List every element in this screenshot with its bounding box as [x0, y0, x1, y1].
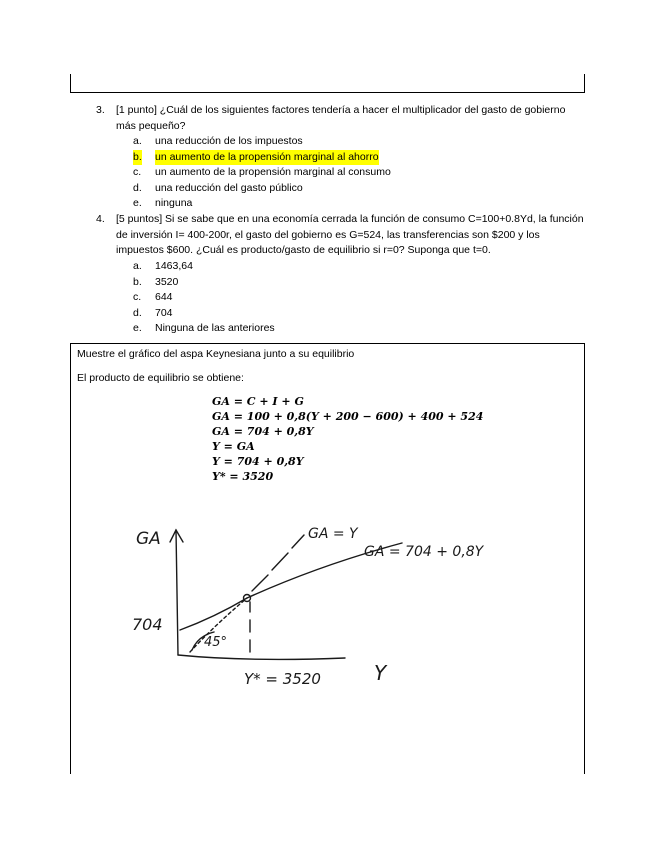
option-text: una reducción del gasto público [155, 181, 303, 194]
question-number: 3. [96, 104, 105, 116]
intercept-label: 704 [132, 615, 163, 634]
option-text: ninguna [155, 197, 193, 209]
option-text: 704 [155, 306, 173, 319]
answer-prompt: Muestre el gráfico del aspa Keynesiana junto a su equilibrio [77, 348, 355, 360]
option-letter: e. [133, 322, 142, 334]
x-axis-label: Y [374, 661, 387, 685]
equation-2: GA = 100 + 0,8(Y + 200 − 600) + 400 + 524 [212, 410, 484, 423]
option-letter: e. [133, 197, 142, 209]
y-axis-line [176, 530, 178, 655]
option-letter: a. [133, 135, 142, 147]
option-letter: d. [133, 306, 142, 319]
option-letter: b. [133, 275, 142, 288]
angle-label: 45° [204, 635, 228, 650]
option-text: 1463,64 [155, 260, 193, 272]
option-letter: c. [133, 166, 142, 178]
line-45-label: GA = Y [308, 526, 358, 542]
x-axis-line [178, 655, 345, 659]
equilibrium-label: Y* = 3520 [244, 670, 321, 688]
option-text: una reducción de los impuestos [155, 135, 303, 147]
y-axis-label: GA [136, 529, 161, 549]
option-letter: a. [133, 260, 142, 272]
question-text: [1 punto] ¿Cuál de los siguientes factores tendería a hacer el multiplicador del gasto de gobierno más pequeño? [116, 104, 566, 132]
option-text: 644 [155, 291, 173, 303]
option-text: un aumento de la propensión marginal al consumo [155, 166, 391, 178]
question-number: 4. [96, 213, 105, 225]
ga-line-label: GA = 704 + 0,8Y [364, 544, 484, 560]
equation-6: Y* = 3520 [212, 470, 274, 483]
option-text: Ninguna de las anteriores [155, 322, 275, 334]
equation-4: Y = GA [212, 440, 255, 453]
answer-intro: El producto de equilibrio se obtiene: [77, 372, 244, 384]
option-letter: d. [133, 181, 142, 194]
line-45-upper [252, 535, 304, 591]
equation-1: GA = C + I + G [212, 395, 304, 408]
option-text: 3520 [155, 275, 179, 288]
option-letter: b. [133, 150, 142, 166]
equation-3: GA = 704 + 0,8Y [212, 425, 314, 438]
option-letter: c. [133, 291, 142, 303]
equation-5: Y = 704 + 0,8Y [212, 455, 304, 468]
question-text: [5 puntos] Si se sabe que en una economía cerrada la función de consumo C=100+0.8Yd, la función de inversión I= 400-200r, el gasto del gobierno es G=524, las transferencias son $200 y los impuestos $600. ¿Cuál es producto/gasto de equilibrio si r=0? Suponga que t=0. [116, 213, 584, 256]
option-text-highlighted: un aumento de la propensión marginal al ahorro [155, 150, 379, 166]
